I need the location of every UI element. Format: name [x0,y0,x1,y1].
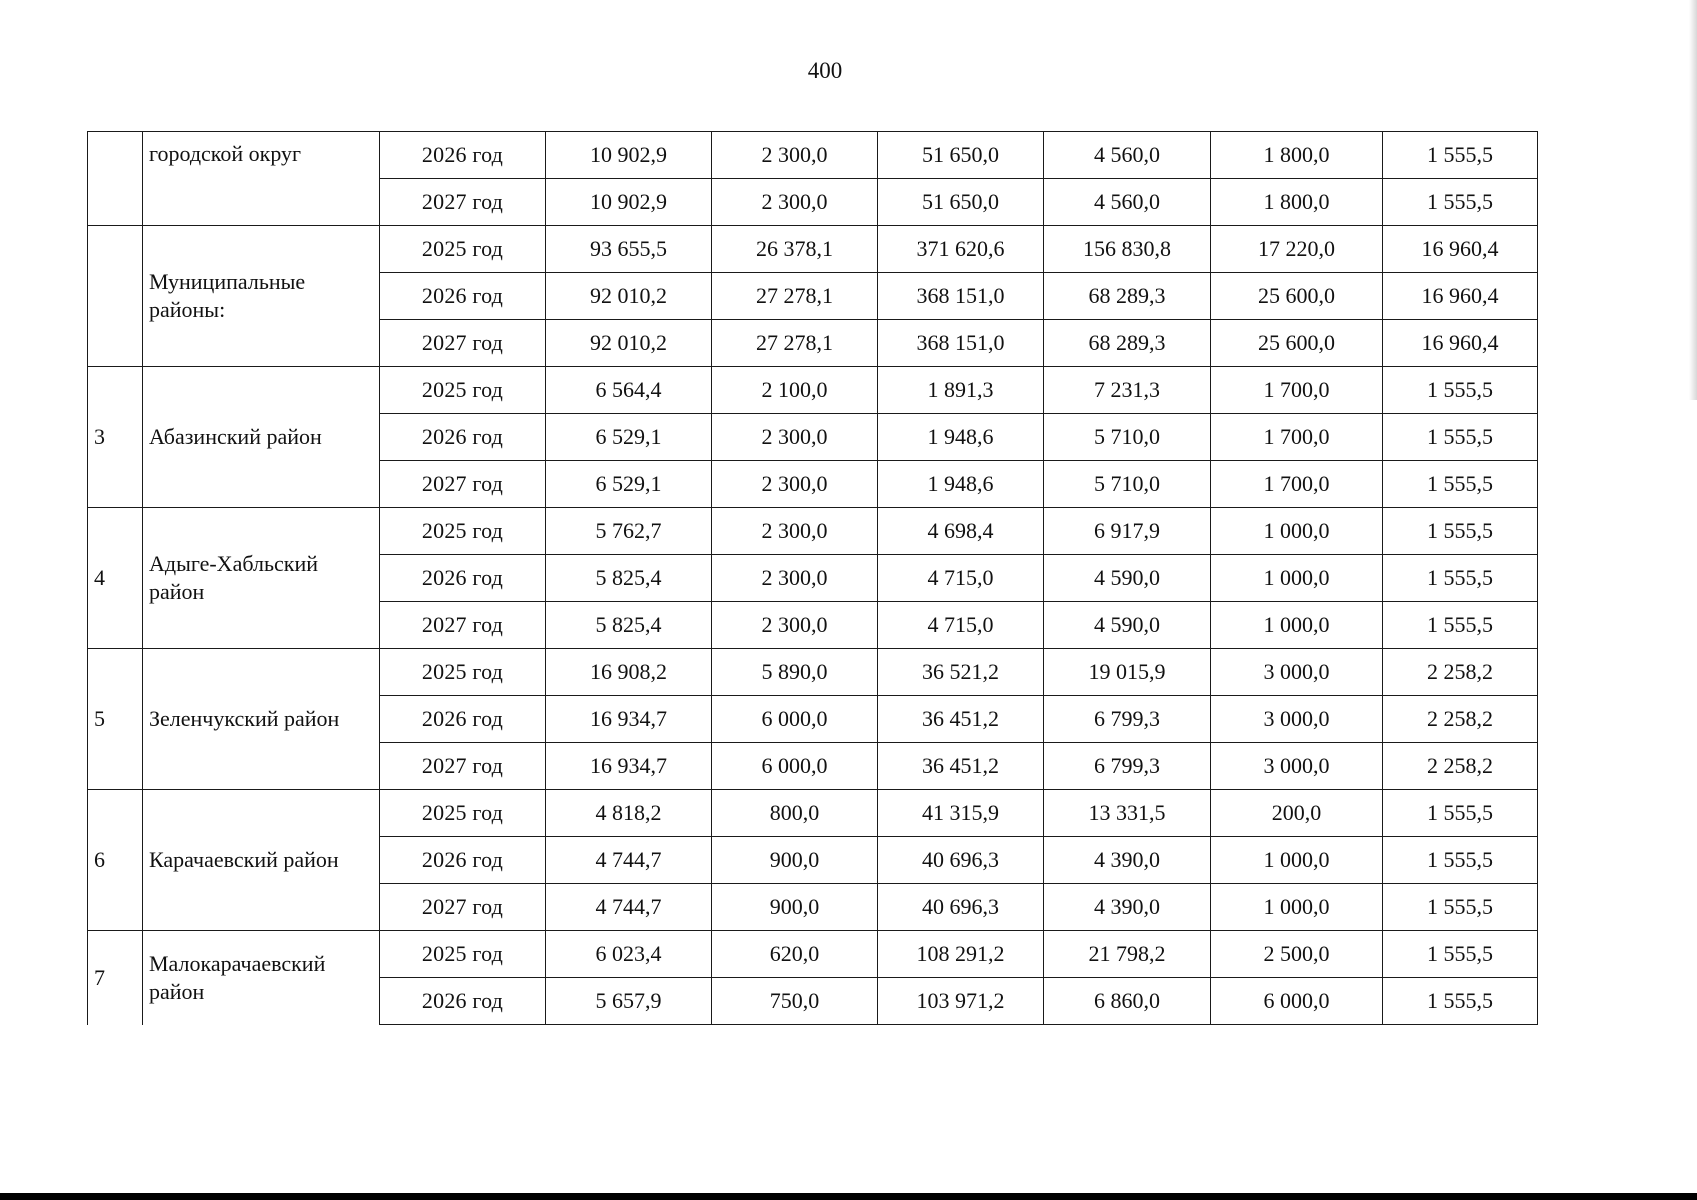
value-cell: 16 960,4 [1383,226,1538,273]
value-cell: 900,0 [712,837,878,884]
value-cell: 2 100,0 [712,367,878,414]
year-cell: 2026 год [380,837,546,884]
value-cell: 16 934,7 [546,696,712,743]
value-cell: 1 800,0 [1211,179,1383,226]
district-name-cell: Зеленчукский район [143,649,380,790]
value-cell: 3 000,0 [1211,743,1383,790]
year-cell: 2026 год [380,273,546,320]
value-cell: 36 451,2 [878,696,1044,743]
value-cell: 368 151,0 [878,320,1044,367]
value-cell: 2 500,0 [1211,931,1383,978]
year-cell: 2027 год [380,602,546,649]
value-cell: 1 700,0 [1211,367,1383,414]
row-number-cell [88,226,143,367]
value-cell: 1 948,6 [878,414,1044,461]
value-cell: 5 825,4 [546,555,712,602]
value-cell: 4 560,0 [1044,179,1211,226]
value-cell: 5 710,0 [1044,414,1211,461]
table-container [87,131,1538,1025]
value-cell: 4 744,7 [546,884,712,931]
value-cell: 25 600,0 [1211,320,1383,367]
value-cell: 5 657,9 [546,978,712,1025]
value-cell: 6 529,1 [546,461,712,508]
value-cell: 1 000,0 [1211,837,1383,884]
district-name-cell: городской округ [143,132,380,226]
value-cell: 5 890,0 [712,649,878,696]
value-cell: 16 934,7 [546,743,712,790]
row-number-cell: 5 [88,649,143,790]
value-cell: 17 220,0 [1211,226,1383,273]
value-cell: 92 010,2 [546,320,712,367]
value-cell: 68 289,3 [1044,273,1211,320]
value-cell: 19 015,9 [1044,649,1211,696]
year-cell: 2027 год [380,179,546,226]
value-cell: 1 000,0 [1211,508,1383,555]
row-number-cell [88,132,143,226]
value-cell: 371 620,6 [878,226,1044,273]
value-cell: 5 710,0 [1044,461,1211,508]
value-cell: 4 590,0 [1044,602,1211,649]
value-cell: 93 655,5 [546,226,712,273]
value-cell: 1 000,0 [1211,555,1383,602]
value-cell: 2 258,2 [1383,696,1538,743]
year-cell: 2027 год [380,743,546,790]
year-cell: 2025 год [380,508,546,555]
value-cell: 1 555,5 [1383,602,1538,649]
year-cell: 2026 год [380,414,546,461]
value-cell: 25 600,0 [1211,273,1383,320]
value-cell: 41 315,9 [878,790,1044,837]
value-cell: 4 818,2 [546,790,712,837]
table-row [88,790,1538,837]
table-row [88,931,1538,978]
year-cell: 2027 год [380,320,546,367]
row-number-cell: 3 [88,367,143,508]
value-cell: 2 300,0 [712,555,878,602]
value-cell: 1 555,5 [1383,837,1538,884]
value-cell: 6 564,4 [546,367,712,414]
value-cell: 1 555,5 [1383,461,1538,508]
value-cell: 1 000,0 [1211,884,1383,931]
table-row [88,367,1538,414]
value-cell: 2 300,0 [712,602,878,649]
value-cell: 750,0 [712,978,878,1025]
value-cell: 800,0 [712,790,878,837]
row-number-cell: 7 [88,931,143,1025]
value-cell: 16 960,4 [1383,273,1538,320]
scan-edge-shadow [1689,0,1697,400]
value-cell: 2 300,0 [712,414,878,461]
year-cell: 2025 год [380,931,546,978]
value-cell: 4 698,4 [878,508,1044,555]
value-cell: 2 300,0 [712,132,878,179]
value-cell: 1 555,5 [1383,555,1538,602]
value-cell: 16 908,2 [546,649,712,696]
value-cell: 6 023,4 [546,931,712,978]
value-cell: 108 291,2 [878,931,1044,978]
value-cell: 1 700,0 [1211,461,1383,508]
value-cell: 5 825,4 [546,602,712,649]
district-name-cell: Малокарачаевский район [143,931,380,1025]
value-cell: 4 390,0 [1044,837,1211,884]
value-cell: 1 555,5 [1383,414,1538,461]
value-cell: 1 555,5 [1383,179,1538,226]
value-cell: 36 451,2 [878,743,1044,790]
year-cell: 2026 год [380,696,546,743]
value-cell: 1 555,5 [1383,367,1538,414]
row-number-cell: 6 [88,790,143,931]
value-cell: 103 971,2 [878,978,1044,1025]
value-cell: 13 331,5 [1044,790,1211,837]
value-cell: 16 960,4 [1383,320,1538,367]
table-row [88,132,1538,179]
value-cell: 1 555,5 [1383,132,1538,179]
table-row [88,226,1538,273]
value-cell: 21 798,2 [1044,931,1211,978]
value-cell: 6 799,3 [1044,743,1211,790]
value-cell: 1 555,5 [1383,790,1538,837]
value-cell: 4 715,0 [878,602,1044,649]
value-cell: 1 000,0 [1211,602,1383,649]
value-cell: 6 000,0 [712,743,878,790]
value-cell: 7 231,3 [1044,367,1211,414]
value-cell: 4 560,0 [1044,132,1211,179]
value-cell: 51 650,0 [878,132,1044,179]
value-cell: 2 258,2 [1383,743,1538,790]
value-cell: 2 258,2 [1383,649,1538,696]
value-cell: 4 715,0 [878,555,1044,602]
value-cell: 10 902,9 [546,179,712,226]
district-name-cell: Абазинский район [143,367,380,508]
value-cell: 3 000,0 [1211,649,1383,696]
value-cell: 200,0 [1211,790,1383,837]
value-cell: 2 300,0 [712,461,878,508]
value-cell: 6 000,0 [1211,978,1383,1025]
year-cell: 2025 год [380,649,546,696]
year-cell: 2025 год [380,790,546,837]
value-cell: 4 744,7 [546,837,712,884]
year-cell: 2027 год [380,884,546,931]
value-cell: 1 555,5 [1383,931,1538,978]
value-cell: 10 902,9 [546,132,712,179]
district-name-cell: Адыге-Хабльский район [143,508,380,649]
value-cell: 4 390,0 [1044,884,1211,931]
value-cell: 900,0 [712,884,878,931]
year-cell: 2027 год [380,461,546,508]
year-cell: 2026 год [380,978,546,1025]
value-cell: 92 010,2 [546,273,712,320]
value-cell: 40 696,3 [878,884,1044,931]
value-cell: 6 917,9 [1044,508,1211,555]
year-cell: 2026 год [380,555,546,602]
value-cell: 6 860,0 [1044,978,1211,1025]
value-cell: 51 650,0 [878,179,1044,226]
budget-table [87,131,1538,1025]
value-cell: 4 590,0 [1044,555,1211,602]
value-cell: 1 891,3 [878,367,1044,414]
district-name-cell: Карачаевский район [143,790,380,931]
page-number: 400 [807,58,843,83]
value-cell: 1 948,6 [878,461,1044,508]
value-cell: 6 529,1 [546,414,712,461]
value-cell: 40 696,3 [878,837,1044,884]
value-cell: 1 555,5 [1383,884,1538,931]
value-cell: 27 278,1 [712,320,878,367]
value-cell: 68 289,3 [1044,320,1211,367]
value-cell: 1 800,0 [1211,132,1383,179]
table-body [88,132,1538,1025]
value-cell: 1 555,5 [1383,978,1538,1025]
value-cell: 368 151,0 [878,273,1044,320]
table-row [88,649,1538,696]
value-cell: 27 278,1 [712,273,878,320]
district-name-cell: Муниципальные районы: [143,226,380,367]
value-cell: 1 555,5 [1383,508,1538,555]
value-cell: 36 521,2 [878,649,1044,696]
value-cell: 156 830,8 [1044,226,1211,273]
value-cell: 26 378,1 [712,226,878,273]
year-cell: 2025 год [380,367,546,414]
year-cell: 2026 год [380,132,546,179]
scan-bottom-border [0,1193,1697,1200]
value-cell: 6 000,0 [712,696,878,743]
year-cell: 2025 год [380,226,546,273]
value-cell: 1 700,0 [1211,414,1383,461]
value-cell: 5 762,7 [546,508,712,555]
table-row [88,508,1538,555]
row-number-cell: 4 [88,508,143,649]
value-cell: 620,0 [712,931,878,978]
value-cell: 2 300,0 [712,508,878,555]
value-cell: 6 799,3 [1044,696,1211,743]
value-cell: 3 000,0 [1211,696,1383,743]
value-cell: 2 300,0 [712,179,878,226]
